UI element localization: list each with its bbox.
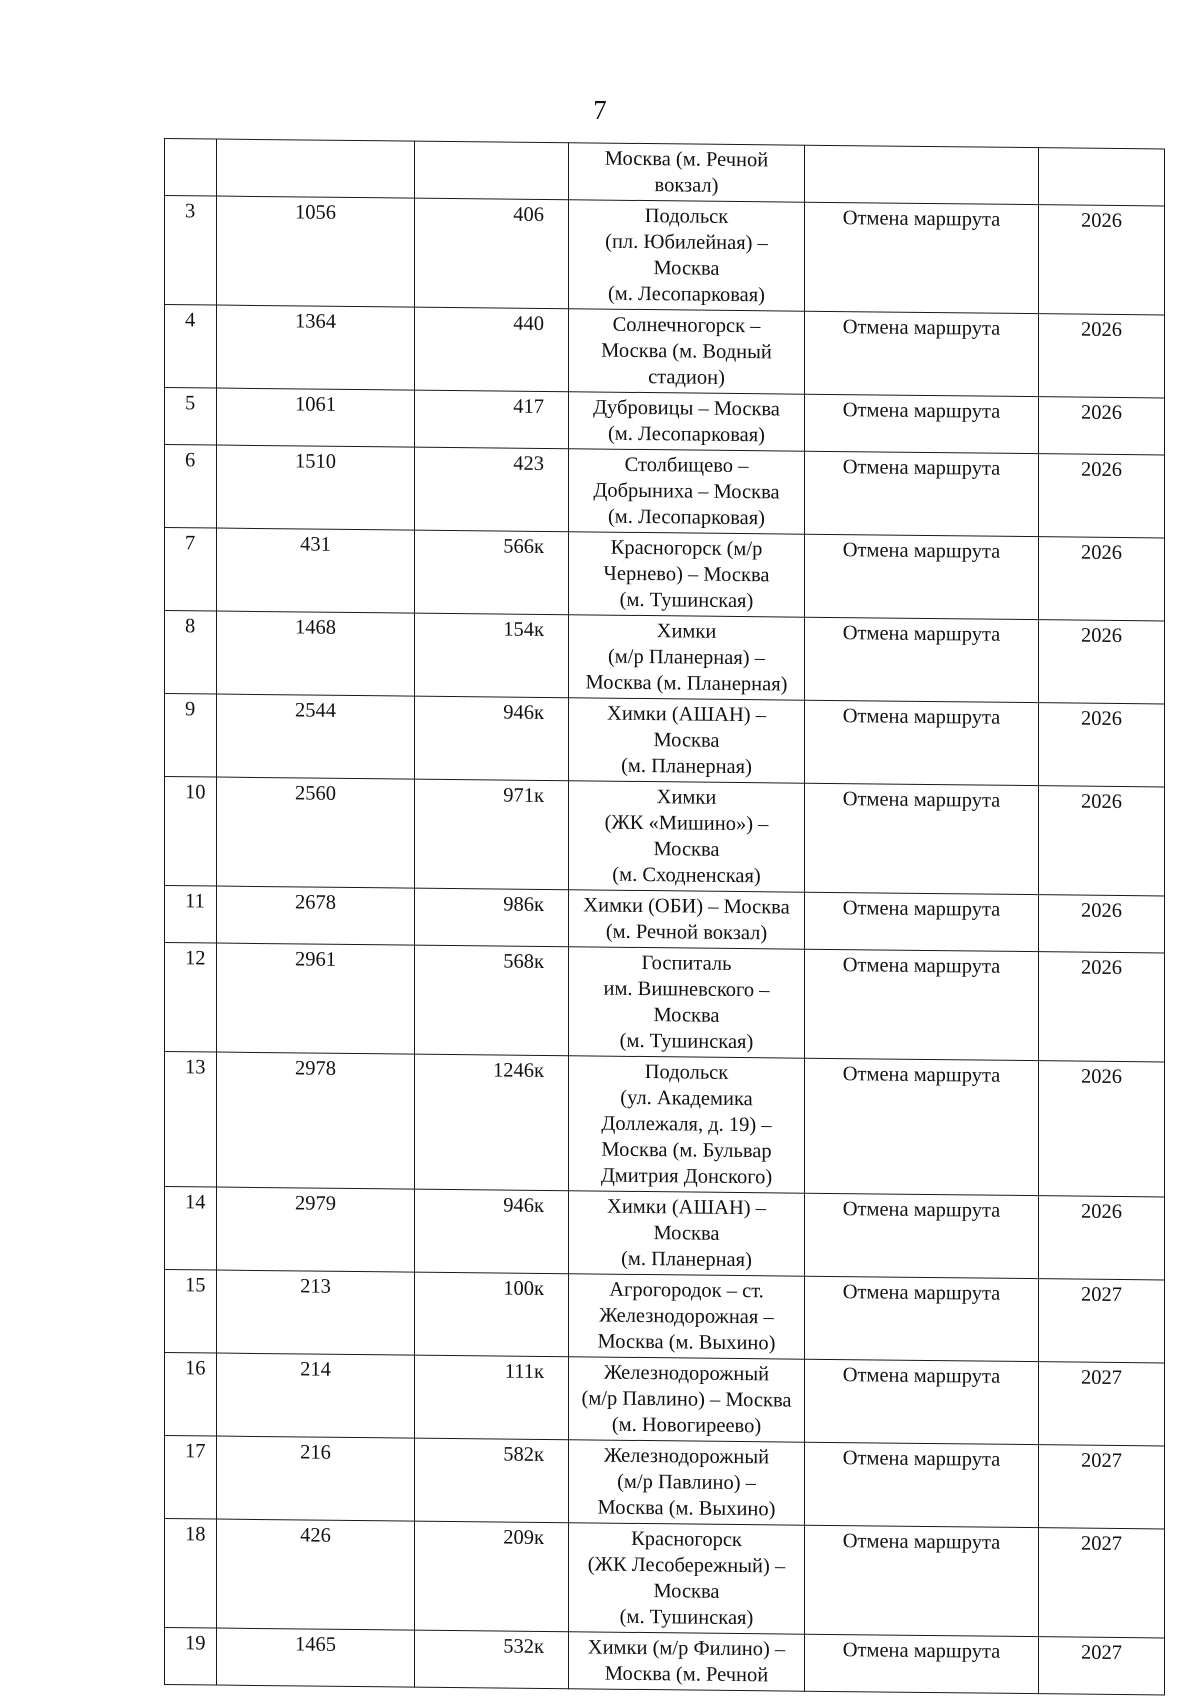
cell-route-name: [569, 532, 805, 617]
cell-reg: 2560: [217, 777, 415, 888]
route-name-line: Чернево) – Москва: [603, 562, 770, 587]
table-row: [165, 886, 1165, 953]
route-name-line: Дмитрия Донского): [600, 1164, 773, 1189]
route-name-line: стадион): [648, 366, 725, 389]
cell-num: 12: [165, 943, 217, 1053]
cell-route-name: [569, 1440, 805, 1525]
cell-year: 2027: [1039, 1362, 1165, 1446]
cell-action: Отмена маршрута: [805, 949, 1039, 1060]
cell-route-name: [569, 1357, 805, 1442]
cell-route-name: [569, 392, 805, 451]
route-name-line: Химки (АШАН) –: [607, 1195, 766, 1220]
cell-year: 2026: [1039, 620, 1165, 704]
table-row: [165, 1436, 1165, 1529]
route-name-line: Железнодорожный: [603, 1444, 770, 1469]
cell-year: 2027: [1039, 1637, 1165, 1695]
cell-num: 9: [165, 694, 217, 778]
cell-year: 2027: [1039, 1279, 1165, 1363]
cell-route-name: [569, 200, 805, 311]
cell-reg: 2978: [217, 1052, 415, 1189]
cell-year: 2026: [1039, 895, 1165, 953]
cell-reg: 1468: [217, 611, 415, 696]
route-name-line: Красногорск: [631, 1527, 742, 1552]
cell-route-name: [569, 947, 805, 1058]
cell-action: Отмена маршрута: [805, 1193, 1039, 1278]
table-row: [165, 1519, 1165, 1638]
cell-route: 209к: [415, 1521, 569, 1632]
routes-table-body: [165, 139, 1165, 1695]
cell-route-name: [569, 615, 805, 700]
cell-num: 3: [165, 196, 217, 306]
route-name-line: Москва: [653, 838, 720, 861]
cell-action: Отмена маршрута: [805, 892, 1039, 951]
route-name-line: (м. Сходненская): [612, 863, 761, 888]
page-number: 7: [593, 95, 607, 125]
cell-year: 2026: [1039, 703, 1165, 787]
cell-action: Отмена маршрута: [805, 202, 1039, 313]
route-name-line: (м. Новогиреево): [611, 1413, 762, 1438]
cell-num: 15: [165, 1270, 217, 1354]
cell-route: 1246к: [415, 1054, 569, 1191]
route-name-line: Столбищево –: [624, 453, 749, 478]
cell-action: Отмена маршрута: [805, 617, 1039, 702]
cell-action: Отмена маршрута: [805, 311, 1039, 396]
route-name-line: Москва: [653, 1222, 720, 1245]
route-name-line: (м/р Павлино) – Москва: [581, 1387, 792, 1412]
table-row: [165, 528, 1165, 621]
cell-reg: 1061: [217, 388, 415, 447]
cell-action: Отмена маршрута: [805, 1442, 1039, 1527]
cell-route-name: [569, 698, 805, 783]
cell-reg: 1510: [217, 445, 415, 530]
cell-num: 6: [165, 445, 217, 529]
route-name-line: (м. Лесопарковая): [607, 505, 766, 530]
route-name-line: Дубровицы – Москва: [593, 396, 780, 421]
routes-table: [164, 138, 1165, 1695]
cell-reg: [217, 139, 415, 198]
cell-num: 14: [165, 1187, 217, 1271]
route-name-line: Москва (м. Планерная): [585, 671, 788, 696]
route-name-line: Железнодорожная –: [599, 1304, 774, 1329]
cell-action: Отмена маршрута: [805, 534, 1039, 619]
cell-route: 154к: [415, 613, 569, 698]
cell-reg: 2979: [217, 1187, 415, 1272]
cell-year: 2026: [1039, 205, 1165, 315]
cell-action: Отмена маршрута: [805, 1634, 1039, 1693]
cell-route-name: [569, 1632, 805, 1691]
table-row: [165, 445, 1165, 538]
route-name-line: (м. Лесопарковая): [607, 422, 766, 447]
cell-action: Отмена маршрута: [805, 451, 1039, 536]
route-name-line: (м/р Павлино) –: [617, 1470, 756, 1495]
table-row: [165, 1353, 1165, 1446]
table-row: [165, 777, 1165, 896]
table-row: [165, 1052, 1165, 1197]
cell-year: 2026: [1039, 454, 1165, 538]
table-row: [165, 388, 1165, 455]
cell-reg: 2678: [217, 886, 415, 945]
cell-route: 566к: [415, 530, 569, 615]
route-name-line: Госпиталь: [641, 952, 732, 975]
table-row: [165, 196, 1165, 315]
table-row-continuation: [165, 139, 1165, 206]
cell-route-name: [569, 1191, 805, 1276]
cell-route-name: [569, 309, 805, 394]
cell-action: Отмена маршрута: [805, 1276, 1039, 1361]
route-name-line: (м. Тушинская): [619, 1029, 754, 1054]
route-name-line: Москва (м. Выхино): [597, 1330, 776, 1355]
route-name-line: Москва: [653, 257, 720, 280]
cell-route-name: [569, 143, 805, 202]
cell-num: 13: [165, 1052, 217, 1188]
route-name-line: (м. Тушинская): [619, 1605, 754, 1630]
cell-num: 19: [165, 1628, 217, 1686]
route-name-line: Химки (ОБИ) – Москва: [583, 894, 790, 919]
cell-num: 18: [165, 1519, 217, 1629]
route-name-line: Химки: [656, 620, 717, 643]
cell-year: [1039, 148, 1165, 206]
cell-action: Отмена маршрута: [805, 700, 1039, 785]
cell-reg: 426: [217, 1519, 415, 1630]
route-name-line: (ЖК Лесобережный) –: [587, 1553, 786, 1578]
route-name-line: (м. Лесопарковая): [607, 282, 766, 307]
cell-reg: 1056: [217, 196, 415, 307]
table-row: [165, 305, 1165, 398]
table-row: [165, 1270, 1165, 1363]
cell-year: 2026: [1039, 1061, 1165, 1197]
cell-route: 406: [415, 198, 569, 309]
route-name-line: Москва: [653, 729, 720, 752]
route-name-line: Подольск: [644, 205, 729, 228]
route-name-line: Химки (м/р Филино) –: [587, 1636, 786, 1661]
cell-num: 4: [165, 305, 217, 389]
cell-year: 2026: [1039, 397, 1165, 455]
cell-route: 946к: [415, 1189, 569, 1274]
table-row: [165, 1187, 1165, 1280]
route-name-line: Москва (м. Выхино): [597, 1496, 776, 1521]
route-name-line: Химки: [656, 786, 717, 809]
cell-year: 2026: [1039, 786, 1165, 896]
table-row: [165, 943, 1165, 1062]
cell-route: 568к: [415, 945, 569, 1056]
cell-route-name: [569, 1056, 805, 1193]
cell-route: 946к: [415, 696, 569, 781]
cell-route: [415, 141, 569, 200]
route-name-line: им. Вишневского –: [603, 977, 770, 1002]
cell-reg: 216: [217, 1436, 415, 1521]
cell-route: 440: [415, 307, 569, 392]
route-name-line: Москва: [653, 1580, 720, 1603]
table-row: [165, 694, 1165, 787]
route-name-line: (м. Планерная): [621, 1247, 752, 1272]
cell-year: 2026: [1039, 314, 1165, 398]
cell-year: 2026: [1039, 952, 1165, 1062]
cell-num: [165, 139, 217, 197]
cell-reg: 431: [217, 528, 415, 613]
route-name-line: Подольск: [644, 1061, 729, 1084]
route-name-line: вокзал): [654, 174, 719, 197]
cell-num: 8: [165, 611, 217, 695]
cell-year: 2027: [1039, 1445, 1165, 1529]
route-name-line: Солнечногорск –: [612, 313, 761, 338]
route-name-line: (м/р Планерная) –: [607, 645, 766, 670]
route-name-line: Добрыниха – Москва: [593, 479, 780, 504]
cell-num: 10: [165, 777, 217, 887]
cell-year: 2026: [1039, 1196, 1165, 1280]
route-name-line: Железнодорожный: [603, 1361, 770, 1386]
cell-route-name: [569, 1523, 805, 1634]
route-name-line: Химки (АШАН) –: [607, 702, 766, 727]
cell-route: 100к: [415, 1272, 569, 1357]
route-name-line: Москва (м. Речной: [604, 147, 769, 172]
route-name-line: Доллежаля, д. 19) –: [601, 1112, 772, 1137]
cell-route-name: [569, 781, 805, 892]
cell-route: 111к: [415, 1355, 569, 1440]
cell-year: 2026: [1039, 537, 1165, 621]
route-name-line: Москва (м. Речной: [604, 1662, 769, 1687]
route-name-line: Москва (м. Водный: [601, 339, 772, 364]
route-name-line: (м. Планерная): [621, 754, 752, 779]
route-name-line: Агрогородок – ст.: [609, 1278, 764, 1303]
cell-num: 16: [165, 1353, 217, 1437]
cell-reg: 2961: [217, 943, 415, 1054]
route-name-line: (м. Тушинская): [619, 588, 754, 613]
cell-action: Отмена маршрута: [805, 1359, 1039, 1444]
cell-num: 5: [165, 388, 217, 446]
cell-route: 986к: [415, 888, 569, 947]
cell-reg: 1465: [217, 1628, 415, 1687]
cell-route: 423: [415, 447, 569, 532]
cell-reg: 214: [217, 1353, 415, 1438]
cell-route: 532к: [415, 1630, 569, 1689]
cell-route-name: [569, 449, 805, 534]
route-name-line: (ЖК «Мишино») –: [604, 811, 769, 836]
route-name-line: Москва: [653, 1004, 720, 1027]
cell-action: Отмена маршрута: [805, 1525, 1039, 1636]
cell-num: 11: [165, 886, 217, 944]
cell-reg: 213: [217, 1270, 415, 1355]
route-name-line: (пл. Юбилейная) –: [605, 230, 768, 255]
route-name-line: Красногорск (м/р: [610, 536, 763, 561]
cell-route: 417: [415, 390, 569, 449]
cell-action: Отмена маршрута: [805, 783, 1039, 894]
route-name-line: Москва (м. Бульвар: [601, 1138, 772, 1163]
table-row: [165, 611, 1165, 704]
cell-reg: 1364: [217, 305, 415, 390]
cell-num: 7: [165, 528, 217, 612]
route-name-line: (м. Речной вокзал): [605, 920, 768, 945]
cell-route-name: [569, 1274, 805, 1359]
cell-action: Отмена маршрута: [805, 394, 1039, 453]
cell-num: 17: [165, 1436, 217, 1520]
cell-route: 971к: [415, 779, 569, 890]
table-row: [165, 1628, 1165, 1695]
cell-route: 582к: [415, 1438, 569, 1523]
cell-year: 2027: [1039, 1528, 1165, 1638]
route-name-line: (ул. Академика: [620, 1086, 753, 1111]
cell-action: [805, 145, 1039, 204]
cell-action: Отмена маршрута: [805, 1058, 1039, 1195]
cell-reg: 2544: [217, 694, 415, 779]
cell-route-name: [569, 890, 805, 949]
